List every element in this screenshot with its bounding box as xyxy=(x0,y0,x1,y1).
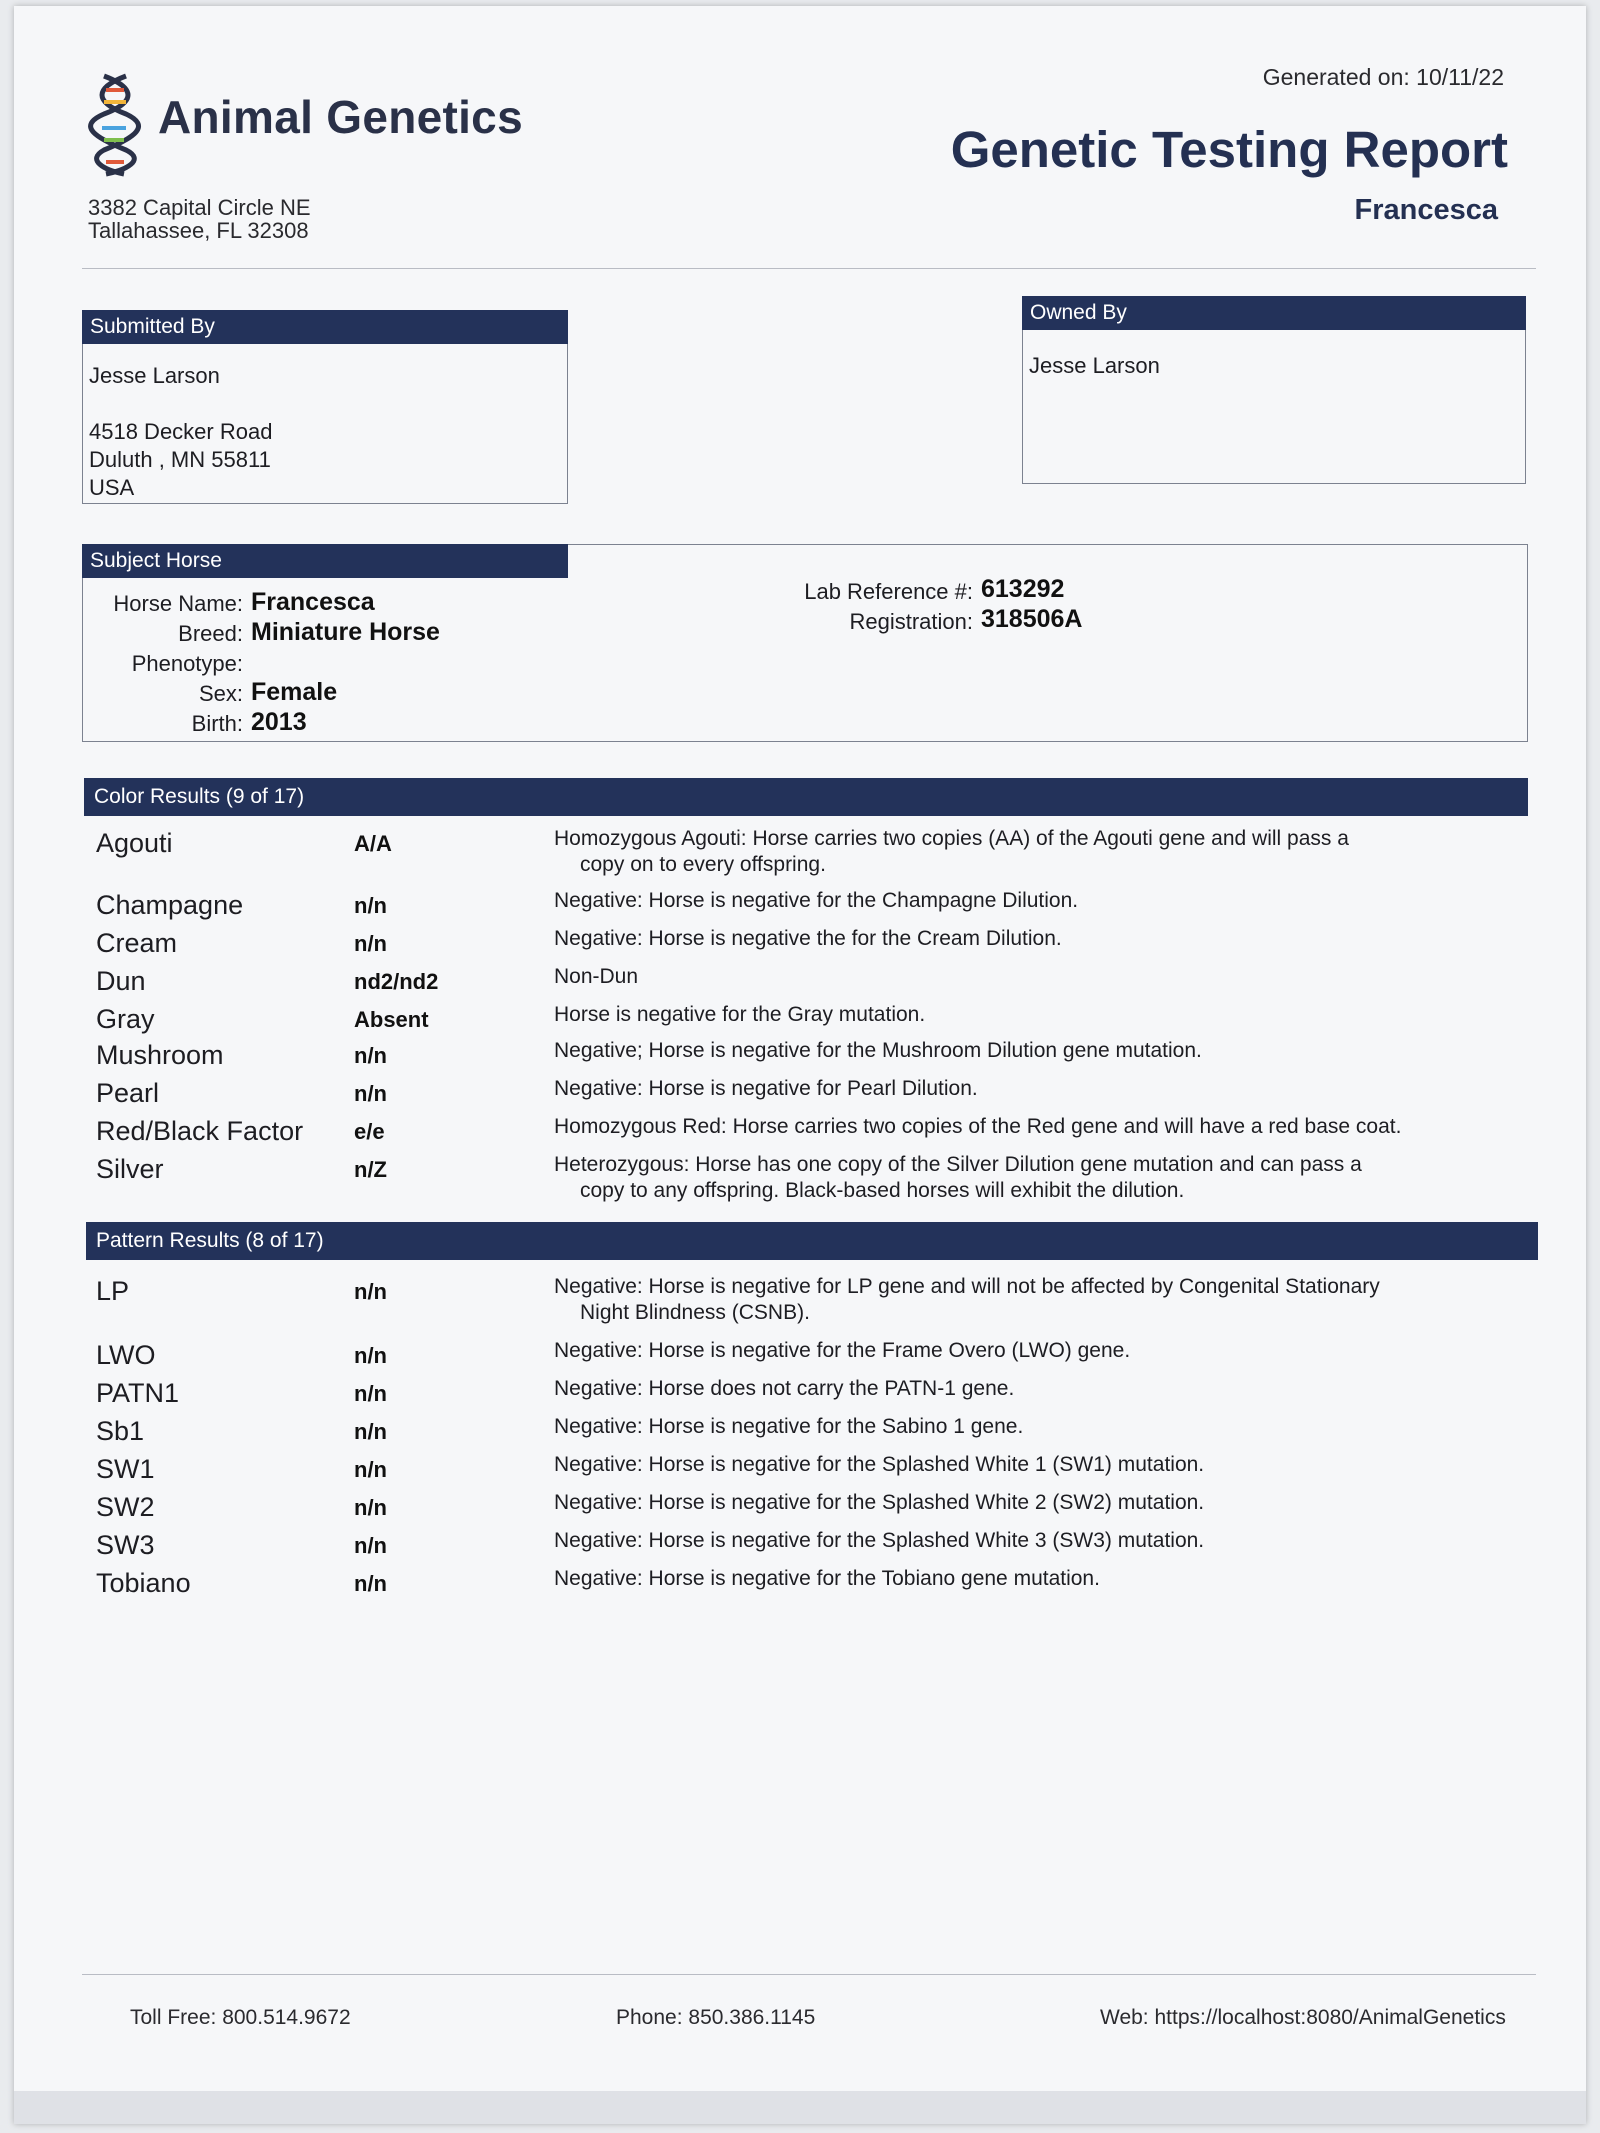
genotype: Absent xyxy=(354,1007,429,1032)
description-line-1: Negative: Horse does not carry the PATN-1 gene. xyxy=(554,1377,1015,1400)
description-line-1: Homozygous Red: Horse carries two copies of the Red gene and will have a red base coat. xyxy=(554,1115,1402,1138)
gene-name: PATN1 xyxy=(96,1378,180,1408)
gene-name: Pearl xyxy=(96,1078,160,1108)
sex-value: Female xyxy=(251,678,338,706)
submitted-by-box xyxy=(82,310,568,504)
owned-by-box xyxy=(1022,296,1526,484)
description-line-1: Negative: Horse is negative for the Sabino 1 gene. xyxy=(554,1415,1024,1438)
toll-free: Toll Free: 800.514.9672 xyxy=(130,2006,351,2029)
description-line-2: copy to any offspring. Black-based horses will exhibit the dilution. xyxy=(580,1179,1185,1202)
sex-label: Sex: xyxy=(198,681,243,706)
result-description xyxy=(554,1338,1544,1364)
generated-date: 10/11/22 xyxy=(1416,64,1504,90)
gene-name: Champagne xyxy=(96,890,244,920)
owner-name: Jesse Larson xyxy=(1029,353,1160,378)
description-line-1: Negative: Horse is negative for the Splashed White 3 (SW3) mutation. xyxy=(554,1529,1205,1552)
submitter-street: 4518 Decker Road xyxy=(89,419,273,444)
genotype: n/n xyxy=(354,931,387,956)
owned-by-heading: Owned By xyxy=(1022,296,1526,330)
gene-name: Agouti xyxy=(96,828,173,858)
submitter-country: USA xyxy=(89,475,135,500)
result-description xyxy=(554,1076,1544,1102)
gene-name: Mushroom xyxy=(96,1040,224,1070)
genotype: n/n xyxy=(354,1571,387,1596)
submitter-name: Jesse Larson xyxy=(89,363,220,388)
description-line-1: Negative: Horse is negative for Pearl Dilution. xyxy=(554,1077,978,1100)
result-description xyxy=(554,1114,1544,1140)
birth-label: Birth: xyxy=(191,711,243,736)
result-description xyxy=(554,888,1544,914)
description-line-1: Negative: Horse is negative for the Tobiano gene mutation. xyxy=(554,1567,1100,1590)
result-description xyxy=(554,926,1544,952)
description-line-1: Homozygous Agouti: Horse carries two copies (AA) of the Agouti gene and will pass a xyxy=(554,827,1349,850)
genotype: n/n xyxy=(354,1457,387,1482)
color-results-heading: Color Results (9 of 17) xyxy=(84,778,1528,816)
website: Web: https://localhost:8080/AnimalGenetics xyxy=(1100,2006,1506,2029)
genotype: n/n xyxy=(354,1279,387,1304)
result-description xyxy=(554,1528,1544,1554)
result-description xyxy=(554,964,1544,990)
phenotype-label: Phenotype: xyxy=(131,651,243,676)
description-line-1: Negative: Horse is negative for the Splashed White 1 (SW1) mutation. xyxy=(554,1453,1205,1476)
gene-name: Tobiano xyxy=(96,1568,191,1598)
brand-name: Animal Genetics xyxy=(158,91,523,143)
registration-value: 318506A xyxy=(981,605,1083,633)
genotype: n/n xyxy=(354,1419,387,1444)
report-page xyxy=(14,6,1586,2124)
gene-name: LP xyxy=(96,1276,130,1306)
genotype: n/n xyxy=(354,1381,387,1406)
genotype: n/n xyxy=(354,1081,387,1106)
subject-horse-heading: Subject Horse xyxy=(82,544,568,578)
description-line-1: Negative: Horse is negative for LP gene and will not be affected by Congenital Stationary xyxy=(554,1275,1380,1298)
address-line-1: 3382 Capital Circle NE xyxy=(88,195,311,220)
submitted-by-heading: Submitted By xyxy=(82,310,568,344)
result-description xyxy=(554,1452,1544,1478)
genotype: e/e xyxy=(354,1119,385,1144)
breed-value: Miniature Horse xyxy=(251,618,440,646)
page-bottom-band xyxy=(14,2091,1586,2124)
horse-name-label: Horse Name: xyxy=(113,591,243,616)
genotype: A/A xyxy=(354,831,392,856)
lab-reference-label: Lab Reference #: xyxy=(804,579,973,604)
phone: Phone: 850.386.1145 xyxy=(616,2006,816,2029)
horse-name-value: Francesca xyxy=(251,588,375,616)
header-divider xyxy=(82,268,1536,269)
genotype: n/n xyxy=(354,1533,387,1558)
gene-name: Dun xyxy=(96,966,146,996)
description-line-1: Negative: Horse is negative for the Splashed White 2 (SW2) mutation. xyxy=(554,1491,1205,1514)
lab-reference-value: 613292 xyxy=(981,575,1065,603)
gene-name: Cream xyxy=(96,928,178,958)
result-description xyxy=(554,1038,1544,1064)
result-description xyxy=(554,1152,1544,1204)
description-line-1: Non-Dun xyxy=(554,965,639,988)
result-description xyxy=(554,1566,1544,1592)
gene-name: LWO xyxy=(96,1340,156,1370)
gene-name: Gray xyxy=(96,1004,155,1034)
birth-value: 2013 xyxy=(251,708,307,736)
result-description xyxy=(554,1376,1544,1402)
genotype: nd2/nd2 xyxy=(354,969,439,994)
gene-name: Silver xyxy=(96,1154,164,1184)
genotype: n/n xyxy=(354,1343,387,1368)
result-description xyxy=(554,1274,1544,1326)
genotype: n/n xyxy=(354,1043,387,1068)
gene-name: SW2 xyxy=(96,1492,155,1522)
description-line-2: copy on to every offspring. xyxy=(580,853,826,876)
report-title: Genetic Testing Report xyxy=(950,121,1508,178)
description-line-1: Negative; Horse is negative for the Mushroom Dilution gene mutation. xyxy=(554,1039,1202,1062)
result-description xyxy=(554,826,1544,878)
genotype: n/n xyxy=(354,893,387,918)
result-description xyxy=(554,1490,1544,1516)
description-line-1: Horse is negative for the Gray mutation. xyxy=(554,1003,926,1026)
pattern-results-heading: Pattern Results (8 of 17) xyxy=(86,1222,1538,1260)
address-line-2: Tallahassee, FL 32308 xyxy=(88,218,309,243)
result-description xyxy=(554,1414,1544,1440)
lab-address xyxy=(88,196,311,242)
registration-label: Registration: xyxy=(849,609,973,634)
generated-on xyxy=(1263,64,1504,91)
description-line-1: Heterozygous: Horse has one copy of the Silver Dilution gene mutation and can pass a xyxy=(554,1153,1362,1176)
breed-label: Breed: xyxy=(178,621,243,646)
description-line-2: Night Blindness (CSNB). xyxy=(580,1301,810,1324)
dna-helix-icon xyxy=(86,68,158,178)
gene-name: SW3 xyxy=(96,1530,155,1560)
genotype: n/Z xyxy=(354,1157,387,1182)
generated-label: Generated on: xyxy=(1262,64,1410,90)
gene-name: Red/Black Factor xyxy=(96,1116,304,1146)
gene-name: SW1 xyxy=(96,1454,155,1484)
footer-divider xyxy=(82,1974,1536,1975)
submitter-city: Duluth , MN 55811 xyxy=(89,447,271,472)
report-subtitle: Francesca xyxy=(1354,194,1498,226)
subject-horse-box xyxy=(82,544,1528,742)
description-line-1: Negative: Horse is negative the for the Cream Dilution. xyxy=(554,927,1062,950)
result-description xyxy=(554,1002,1544,1028)
gene-name: Sb1 xyxy=(96,1416,145,1446)
description-line-1: Negative: Horse is negative for the Frame Overo (LWO) gene. xyxy=(554,1339,1131,1362)
genotype: n/n xyxy=(354,1495,387,1520)
description-line-1: Negative: Horse is negative for the Champagne Dilution. xyxy=(554,889,1079,912)
